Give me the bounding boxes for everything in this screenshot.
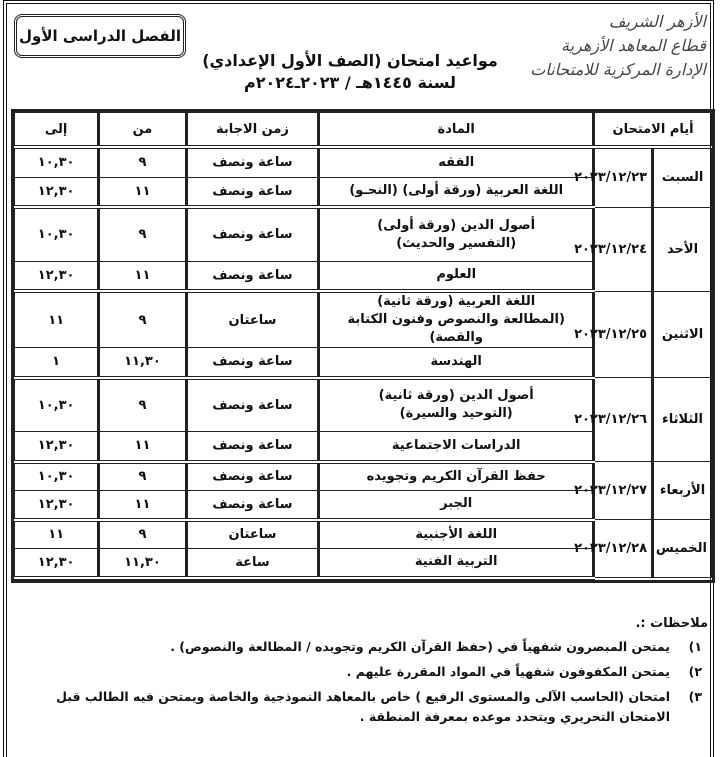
table-row	[15, 207, 712, 261]
exam-subject	[319, 378, 594, 432]
exam-start-time: ٩	[99, 291, 186, 348]
exam-duration: ساعة ونصف	[186, 207, 319, 261]
exam-end-time: ١٠,٣٠	[15, 207, 99, 261]
exam-end-time: ١٢,٣٠	[15, 549, 99, 578]
table-row	[15, 291, 712, 348]
exam-day: الاثنين	[653, 291, 712, 378]
exam-start-time: ١١,٣٠	[99, 549, 186, 578]
subject-line: (المطالعة والنصوص وفنون الكتابة والقصة)	[347, 312, 565, 345]
exam-start-time: ٩	[99, 207, 186, 261]
exam-date: ٢٠٢٣/١٢/٢٦	[594, 378, 653, 462]
exam-end-time: ١١	[15, 520, 99, 549]
exam-subject	[319, 520, 594, 549]
note-number: ٢)	[688, 664, 702, 679]
exam-end-time: ١٠,٣٠	[15, 462, 99, 491]
exam-subject	[319, 348, 594, 378]
table-row	[15, 520, 712, 549]
exam-duration: ساعة ونصف	[186, 261, 319, 291]
note-text: امتحان (الحاسب الآلى والمستوى الرفيع ) خاص بالمعاهد النموذجية والخاصة ويمتحن فيه الطالب قبل الامتحان التحريري ويتحدد موعده بمعرفة المنطقة .	[56, 689, 670, 724]
subject-line: اللغة الأجنبية	[415, 526, 498, 542]
org-line: الإدارة المركزية للامتحانات	[530, 60, 706, 79]
exam-date: ٢٠٢٣/١٢/٢٤	[594, 207, 653, 291]
note-item	[13, 637, 708, 657]
note-text: يمتحن المكفوفون شفهياً في المواد المقررة عليهم .	[346, 664, 670, 679]
subject-line: (التفسير والحديث)	[396, 235, 517, 251]
note-number: ٣)	[688, 689, 702, 704]
subject-line: الدراسات الاجتماعية	[391, 437, 521, 453]
exam-day: الثلاثاء	[653, 378, 712, 462]
subject-line: أصول الدين (ورقة ثانية)	[378, 388, 534, 404]
exam-duration: ساعة ونصف	[186, 177, 319, 207]
exam-subject	[319, 147, 594, 177]
notes-section	[13, 616, 708, 732]
exam-start-time: ١١	[99, 491, 186, 520]
subject-line: الهندسة	[430, 353, 482, 369]
subject-line: اللغة العربية (ورقة أولى) (النحـو)	[349, 183, 564, 199]
exam-subject	[319, 177, 594, 207]
exam-end-time: ١٢,٣٠	[15, 261, 99, 291]
exam-start-time: ١١	[99, 177, 186, 207]
subject-line: أصول الدين (ورقة أولى)	[377, 217, 536, 233]
header-subject: المادة	[319, 113, 594, 148]
exam-start-time: ٩	[99, 520, 186, 549]
header-exam-days: أيام الامتحان	[594, 113, 712, 148]
exam-end-time: ١٠,٣٠	[15, 147, 99, 177]
subject-line: التربية الفنية	[414, 554, 498, 570]
term-label: الفصل الدراسى الأول	[19, 27, 181, 45]
table-row	[15, 378, 712, 432]
table-row	[15, 147, 712, 177]
exam-subject	[319, 207, 594, 261]
exam-date: ٢٠٢٣/١٢/٢٨	[594, 520, 653, 578]
table-row	[15, 462, 712, 491]
subject-line: اللغة العربية (ورقة ثانية)	[377, 294, 536, 309]
organization-header	[516, 10, 706, 82]
exam-day: الأحد	[653, 207, 712, 291]
exam-subject	[319, 261, 594, 291]
exam-end-time: ١١	[15, 291, 99, 348]
exam-date: ٢٠٢٣/١٢/٢٣	[594, 147, 653, 207]
subject-line: حفظ القرآن الكريم وتجويده	[366, 468, 546, 484]
exam-duration: ساعة	[186, 549, 319, 578]
exam-duration: ساعة ونصف	[186, 348, 319, 378]
note-number: ١)	[688, 639, 702, 654]
exam-start-time: ٩	[99, 147, 186, 177]
exam-end-time: ١٢,٣٠	[15, 177, 99, 207]
exam-subject	[319, 291, 594, 348]
exam-duration: ساعتان	[186, 291, 319, 348]
exam-start-time: ١١	[99, 261, 186, 291]
exam-day: السبت	[653, 147, 712, 207]
title-line-2: لسنة ١٤٤٥هـ / ٢٠٢٣ـ٢٠٢٤م	[243, 73, 457, 92]
org-line: الأزهر الشريف	[608, 12, 706, 31]
exam-subject	[319, 462, 594, 491]
exam-duration: ساعة ونصف	[186, 491, 319, 520]
exam-subject	[319, 432, 594, 462]
term-label-box	[14, 14, 186, 58]
exam-duration: ساعة ونصف	[186, 432, 319, 462]
exam-start-time: ١١	[99, 432, 186, 462]
exam-duration: ساعة ونصف	[186, 378, 319, 432]
header-from: من	[99, 113, 186, 148]
exam-start-time: ١١,٣٠	[99, 348, 186, 378]
exam-date: ٢٠٢٣/١٢/٢٥	[594, 291, 653, 378]
header-duration: زمن الاجابة	[186, 113, 319, 148]
table-header-row	[15, 113, 712, 148]
exam-end-time: ١٢,٣٠	[15, 491, 99, 520]
note-item	[13, 662, 708, 682]
subject-line: الفقه	[438, 154, 475, 170]
exam-subject	[319, 549, 594, 578]
exam-day: الخميس	[653, 520, 712, 578]
exam-start-time: ٩	[99, 462, 186, 491]
header-to: إلى	[15, 113, 99, 148]
note-item	[13, 687, 708, 727]
exam-day: الأربعاء	[653, 462, 712, 520]
exam-subject	[319, 491, 594, 520]
exam-start-time: ٩	[99, 378, 186, 432]
title-line-1: مواعيد امتحان (الصف الأول الإعدادي)	[202, 51, 498, 70]
exam-duration: ساعتان	[186, 520, 319, 549]
subject-line: الجبر	[440, 496, 473, 512]
exam-duration: ساعة ونصف	[186, 462, 319, 491]
page-title	[190, 50, 510, 94]
exam-end-time: ١٢,٣٠	[15, 432, 99, 462]
exam-duration: ساعة ونصف	[186, 147, 319, 177]
exam-end-time: ١٠,٣٠	[15, 378, 99, 432]
exam-schedule-table	[14, 112, 712, 580]
notes-title: ملاحظات :.	[635, 616, 708, 631]
org-line: قطاع المعاهد الأزهرية	[561, 36, 706, 55]
exam-date: ٢٠٢٣/١٢/٢٧	[594, 462, 653, 520]
exam-end-time: ١	[15, 348, 99, 378]
subject-line: العلوم	[436, 267, 477, 283]
subject-line: (التوحيد والسيرة)	[399, 406, 513, 422]
note-text: يمتحن المبصرون شفهياً في (حفظ القرآن الكريم وتجويده / المطالعة والنصوص) .	[170, 639, 670, 654]
